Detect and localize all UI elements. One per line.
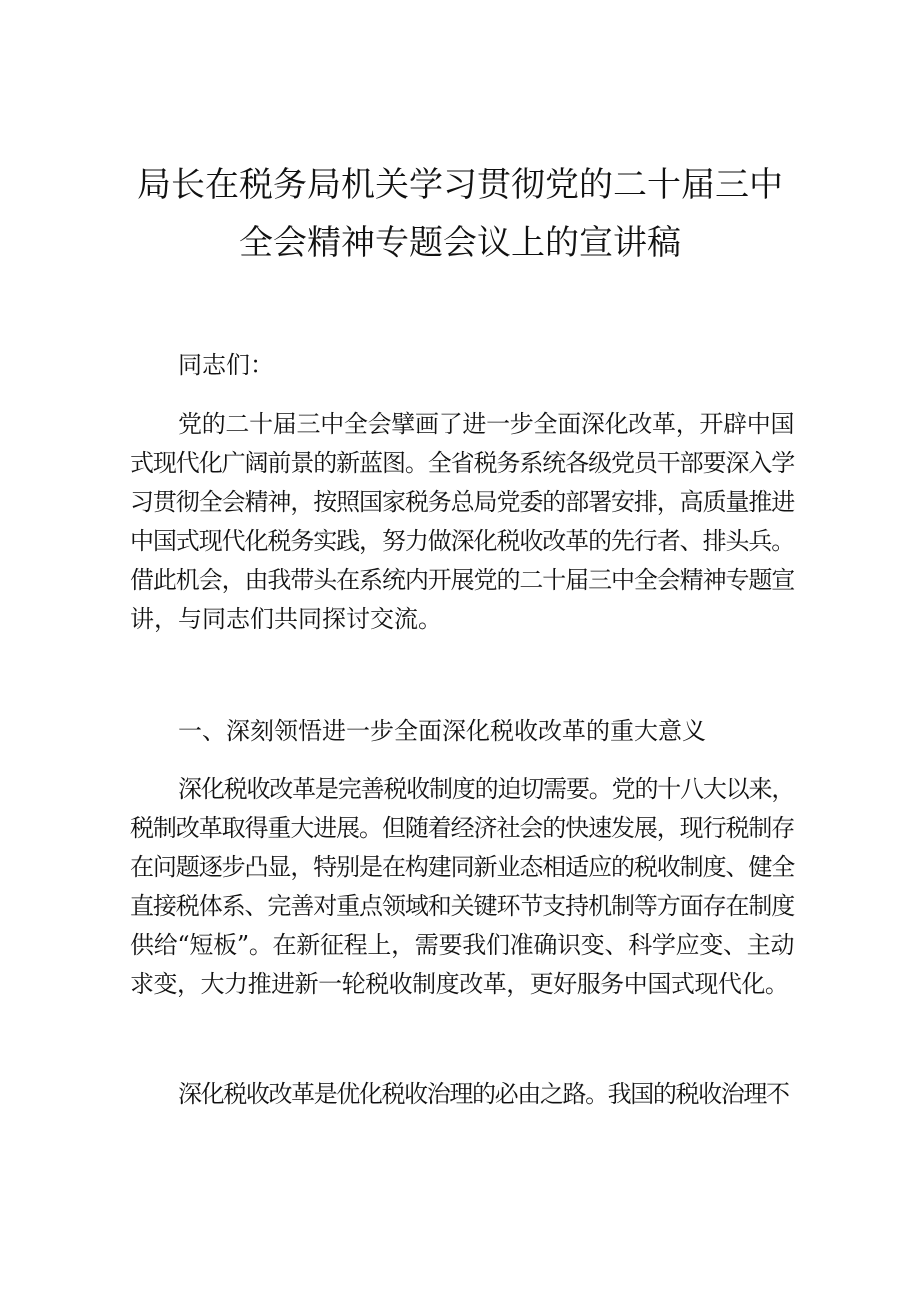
paragraph-line: 在问题逐步凸显，特别是在构建同新业态相适应的税收制度、健全 [130,853,794,881]
paragraph-3 [130,1075,794,1114]
paragraph-line: 供给“短板”。在新征程上，需要我们准确识变、科学应变、主动 [130,931,794,959]
paragraph-1 [130,405,794,639]
title-line-1: 局长在税务局机关学习贯彻党的二十届三中 [137,165,783,205]
paragraph-line: 讲，与同志们共同探讨交流。 [130,605,442,633]
salutation: 同志们： [178,351,274,379]
title-line-2: 全会精神专题会议上的宣讲稿 [239,223,681,263]
paragraph-line: 党的二十届三中全会擘画了进一步全面深化改革，开辟中国 [178,410,794,438]
paragraph-line: 习贯彻全会精神，按照国家税务总局党委的部署安排，高质量推进 [130,488,794,516]
paragraph-line: 深化税收改革是完善税收制度的迫切需要。党的十八大以来， [178,775,794,803]
paragraph-line: 求变，大力推进新一轮税收制度改革，更好服务中国式现代化。 [130,970,789,998]
section-heading-1: 一、深刻领悟进一步全面深化税收改革的重大意义 [178,717,706,745]
paragraph-line: 中国式现代化税务实践，努力做深化税收改革的先行者、排头兵。 [130,527,794,555]
paragraph-line: 借此机会，由我带头在系统内开展党的二十届三中全会精神专题宣 [130,566,794,594]
paragraph-line: 式现代化广阔前景的新蓝图。全省税务系统各级党员干部要深入学 [130,449,794,477]
paragraph-2 [130,770,794,1004]
paragraph-line: 深化税收改革是优化税收治理的必由之路。我国的税收治理不 [178,1080,789,1108]
paragraph-line: 税制改革取得重大进展。但随着经济社会的快速发展，现行税制存 [130,814,794,842]
document-title [100,156,820,272]
paragraph-line: 直接税体系、完善对重点领域和关键环节支持机制等方面存在制度 [130,892,794,920]
